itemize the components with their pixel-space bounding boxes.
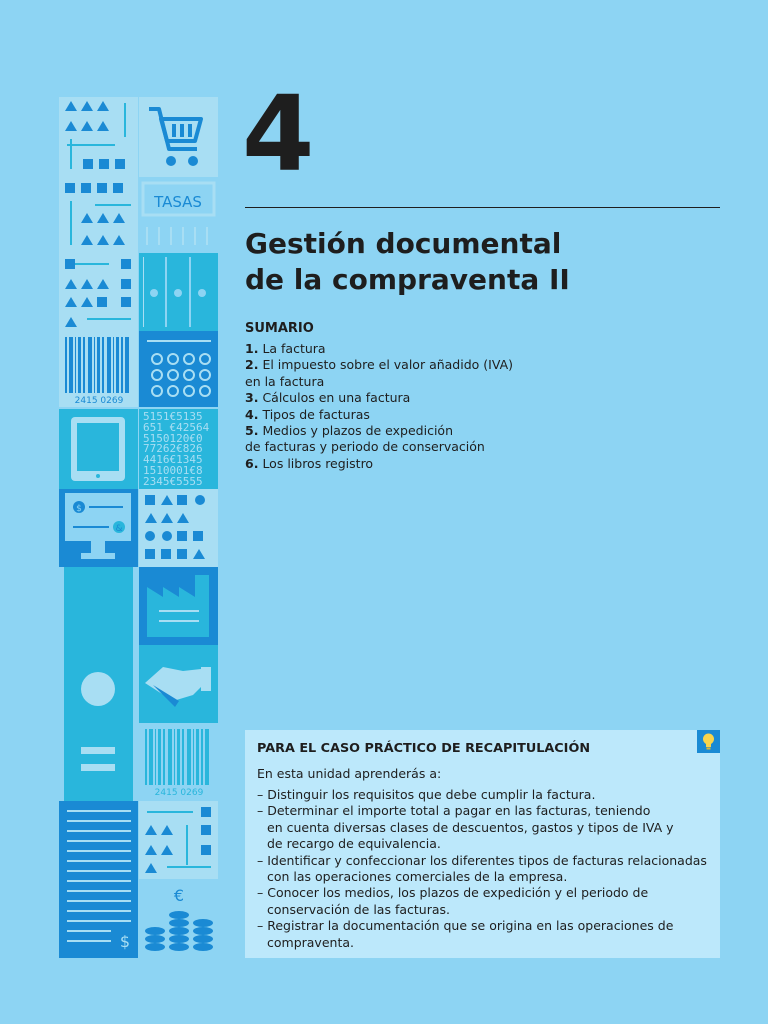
shapes-tile [139,489,218,567]
calendar-tile [139,331,218,407]
number-row: 5151€5135 [143,410,203,423]
calendar-icon [139,331,218,407]
summary-item-text: La factura [262,341,326,356]
shapes-tile [139,801,218,879]
barcode-icon [59,331,138,407]
lightbulb-icon [697,730,720,753]
summary-item-number: 6. [245,455,259,471]
objective-item: – Determinar el importe total a pagar en las facturas, teniendo en cuenta diversas clases de descuentos, gastos y tipos de IVA y de recargo de equivalencia. [257,803,674,852]
monitor-icon [59,489,138,567]
summary-item [245,357,545,390]
numbers-tile [139,409,218,489]
coins-tile [139,879,218,958]
summary-item [245,456,545,472]
shapes-icon [139,489,218,567]
summary-list [245,341,545,472]
tasas-tile [139,177,218,253]
summary-item-text: Tipos de facturas [262,406,370,422]
binders-tile [139,253,218,331]
summary-heading: SUMARIO [245,321,314,336]
case-study-intro: En esta unidad aprenderás a: [257,766,442,781]
factory-icon [139,567,218,645]
summary-item-number: 2. [245,357,259,373]
binders-icon [139,253,218,331]
summary-item-number: 5. [245,423,259,439]
chapter-mosaic [59,97,218,958]
barcode-number: 2415 0269 [74,396,124,406]
summary-section [245,321,545,472]
handshake-icon [139,645,218,723]
summary-item [245,341,545,357]
chapter-title-line: de la compraventa II [245,263,570,296]
dollar-symbol: $ [119,932,131,951]
handshake-tile [139,645,218,723]
objectives-list [257,787,712,951]
folder-tile [59,567,138,801]
shapes-tile [59,177,138,253]
folder-icon [59,567,138,801]
summary-item-number: 1. [245,341,259,356]
shopping-cart-icon [139,97,218,177]
tasas-label: TASAS [154,193,202,211]
summary-item-text: Los libros registro [262,455,374,471]
case-study-box [245,730,720,958]
tablet-tile [59,409,138,489]
summary-item-text: El impuesto sobre el valor añadido (IVA) en la factura [245,357,514,389]
dollar-symbol: $ [76,504,82,514]
summary-item-number: 4. [245,406,259,422]
number-row: 2345€5555 [143,474,203,488]
document-icon [59,801,138,958]
arrows-icon [59,253,138,331]
barcode-icon [139,723,218,801]
objective-item: – Conocer los medios, los plazos de expedición y el periodo de conservación de las facturas. [257,885,649,917]
number-row: 5150120€0 [143,431,203,445]
dollar-symbol: € [173,886,185,905]
summary-item [245,390,545,406]
shapes-icon [59,97,138,177]
number-row: 651 €42564 [143,420,210,434]
number-row: 4416€1345 [143,453,203,467]
chapter-number: 4 [242,73,313,195]
barcode-number: 2415 0269 [154,788,204,798]
chapter-title-line: Gestión documental [245,227,562,260]
summary-item-number: 3. [245,390,259,406]
summary-item-text: Medios y plazos de expedición de facturas y periodo de conservación [245,423,485,455]
case-study-heading: PARA EL CASO PRÁCTICO DE RECAPITULACIÓN [257,741,591,756]
chapter-divider [245,207,720,208]
summary-item-text: Cálculos en una factura [262,390,411,406]
objective-item: – Distinguir los requisitos que debe cumplir la factura. [257,787,596,802]
shapes-tile [59,253,138,331]
document-tile [59,801,138,958]
summary-item [245,407,545,423]
objective-item: – Registrar la documentación que se origina en las operaciones de compraventa. [257,918,674,950]
arrows-icon [139,801,218,879]
barcode-tile [59,331,138,407]
ampersand-symbol: & [115,524,123,534]
objective-item: – Identificar y confeccionar los diferentes tipos de facturas relacionadas con las operaciones comerciales de la empresa. [257,852,707,885]
tax-sign-icon [139,177,218,253]
coins-icon [139,879,218,958]
shopping-cart-tile [139,97,218,177]
number-row: 1510001€8 [143,463,203,477]
shapes-tile [59,97,138,177]
chapter-title [245,226,570,298]
barcode-tile [139,723,218,801]
number-row: 77262€826 [143,442,203,456]
monitor-tile [59,489,138,567]
tablet-icon [59,409,138,489]
summary-item [245,423,545,456]
arrows-icon [59,177,138,253]
factory-tile [139,567,218,645]
